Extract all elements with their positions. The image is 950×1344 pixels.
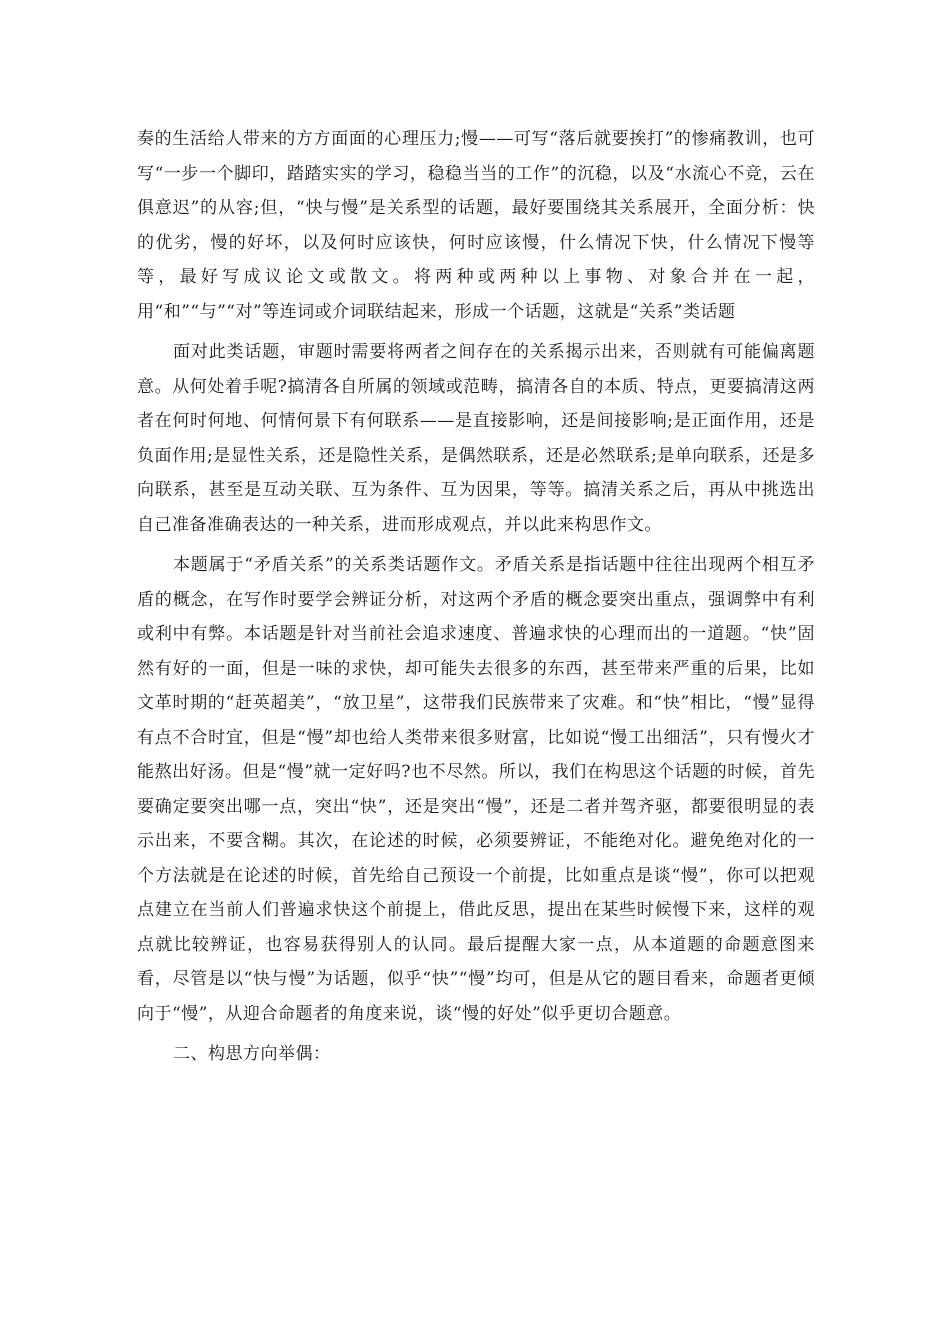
section-heading: 二、构思方向举偶：: [173, 1044, 331, 1064]
paragraph-review-approach: 面对此类话题，审题时需要将两者之间存在的关系揭示出来，否则就有可能偏离题意。从何处着手呢?搞清各自所属的领域或范畴，搞清各自的本质、特点，更要搞清这两者在何时何地、何情何景下有何联系——是直接影响，还是间接影响;是正面作用，还是负面作用;是显性关系，还是隐性关系，是偶然联系，还是必然联系;是单向联系，还是多向联系，甚至是互动关联、互为条件、互为因果，等等。搞清关系之后，再从中挑选出自己准备准确表达的一种关系，进而形成观点，并以此来构思作文。: [137, 342, 815, 535]
paragraph-contradiction-analysis: 本题属于“矛盾关系”的关系类话题作文。矛盾关系是指话题中往往出现两个相互矛盾的概念，在写作时要学会辨证分析，对这两个矛盾的概念要突出重点，强调弊中有利或利中有弊。本话题是针对当前社会追求速度、普遍求快的心理而出的一道题。“快”固然有好的一面，但是一味的求快，却可能失去很多的东西，甚至带来严重的后果，比如文革时期的“赶英超美”，“放卫星”，这带我们民族带来了灾难。和“快”相比，“慢”显得有点不合时宜，但是“慢”却也给人类带来很多财富，比如说“慢工出细活”，只有慢火才能熬出好汤。但是“慢”就一定好吗?也不尽然。所以，我们在构思这个话题的时候，首先要确定要突出哪一点，突出“快”，还是突出“慢”，还是二者并驾齐驱，都要很明显的表示出来，不要含糊。其次，在论述的时候，必须要辨证，不能绝对化。避免绝对化的一个方法就是在论述的时候，首先给自己预设一个前提，比如重点是谈“慢”，你可以把观点建立在当前人们普遍求快这个前提上，借此反思，提出在某些时候慢下来，这样的观点就比较辨证，也容易获得别人的认同。最后提醒大家一点，从本道题的命题意图来看，尽管是以“快与慢”为话题，似乎“快”“慢”均可，但是从它的题目看来，命题者更倾向于“慢”，从迎合命题者的角度来说，谈“慢的好处”似乎更切合题意。: [137, 555, 815, 1024]
document-body: [137, 122, 815, 1072]
paragraph-continuation: 奏的生活给人带来的方方面面的心理压力;慢——可写“落后就要挨打”的惨痛教训，也可写“一步一个脚印，踏踏实实的学习，稳稳当当的工作”的沉稳，以及“水流心不竞，云在俱意迟”的从容;但，“快与慢”是关系型的话题，最好要围绕其关系展开，全面分析：快的优劣，慢的好坏，以及何时应该快，何时应该慢，什么情况下快，什么情况下慢等等，最好写成议论文或散文。将两种或两种以上事物、对象合并在一起，用“和”“与”“对”等连词或介词联结起来，形成一个话题，这就是“关系”类话题: [137, 129, 815, 322]
